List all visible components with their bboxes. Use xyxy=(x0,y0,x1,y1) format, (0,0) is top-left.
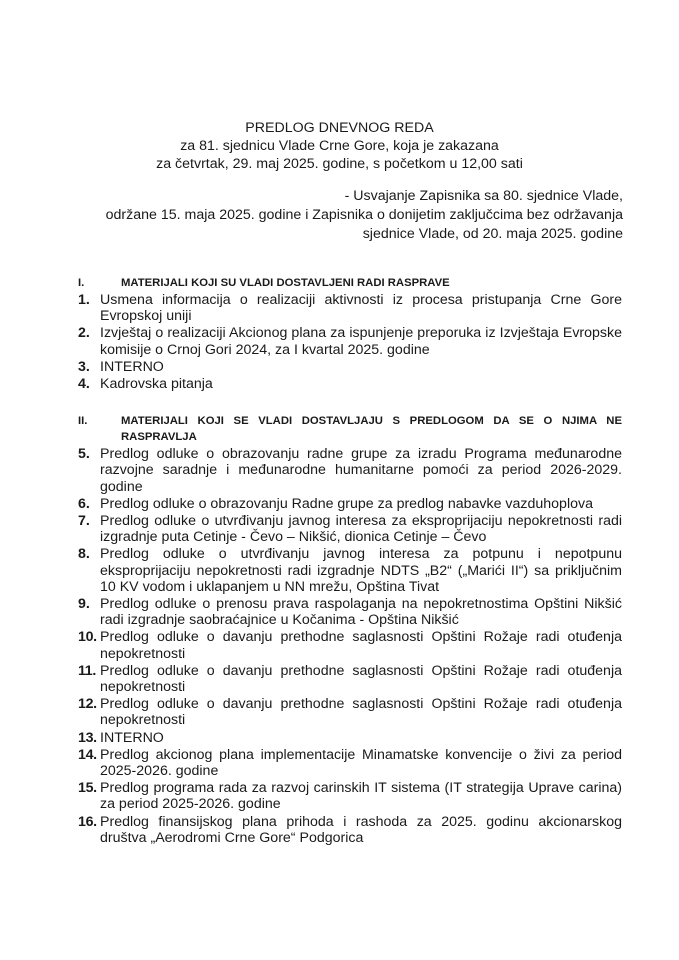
item-text: Predlog odluke o davanju prethodne saglasnosti Opštini Rožaje radi otuđenja nepokretnosti xyxy=(100,629,622,662)
agenda-item xyxy=(78,546,622,595)
minutes-line-3: sjednice Vlade, od 20. maja 2025. godine xyxy=(362,226,623,242)
item-number: 3. xyxy=(78,358,90,375)
minutes-line-2: održane 15. maja 2025. godine i Zapisnika o donijetim zaključcima bez održavanja xyxy=(105,207,623,223)
item-text: Predlog odluke o utvrđivanju javnog interesa za potpunu i nepotpunu eksproprijaciju nepokretnosti radi izgradnje NDTS „B2“ („Marići II“) sa priključnim 10 KV vodom i uklapanjem u NN mrežu, Opština Tivat xyxy=(100,546,622,595)
section-heading-2 xyxy=(78,413,622,445)
agenda-item xyxy=(78,292,622,324)
agenda-item xyxy=(78,446,622,495)
agenda-item xyxy=(78,780,622,812)
agenda-item xyxy=(78,814,622,846)
item-text: Predlog akcionog plana implementacije Minamatske konvencije o živi za period 2025-2026. godine xyxy=(100,746,622,780)
session-date-line: za četvrtak, 29. maj 2025. godine, s početkom u 12,00 sati xyxy=(156,156,523,172)
item-text: Predlog odluke o utvrđivanju javnog interesa za eksproprijaciju nepokretnosti radi izgradnje puta Cetinje - Čevo – Nikšić, dionica Cetinje – Čevo xyxy=(100,513,622,546)
agenda-item xyxy=(78,359,622,375)
item-number: 16. xyxy=(78,813,97,830)
minutes-line-1: - Usvajanje Zapisnika sa 80. sjednice Vlade, xyxy=(344,188,623,204)
minutes-approval xyxy=(63,187,623,244)
agenda-item xyxy=(78,513,622,545)
agenda-item xyxy=(78,376,622,392)
agenda-item xyxy=(78,730,622,746)
item-text: Kadrovska pitanja xyxy=(100,376,213,393)
agenda-content xyxy=(78,275,622,846)
agenda-item xyxy=(78,629,622,661)
item-text: INTERNO xyxy=(100,729,164,746)
section-title: MATERIJALI KOJI SE VLADI DOSTAVLJAJU S PREDLOGOM DA SE O NJIMA NE RASPRAVLJA xyxy=(121,415,622,444)
section-heading-1 xyxy=(78,275,622,291)
item-text: INTERNO xyxy=(100,358,164,375)
section-number: II. xyxy=(78,415,88,428)
item-number: 7. xyxy=(78,513,90,530)
item-text: Predlog odluke o obrazovanju radne grupe za izradu Programa međunarodne razvojne saradnje i međunarodne humanitarne pomoći za period 2026-2029. godine xyxy=(100,446,622,495)
section-title: MATERIJALI KOJI SU VLADI DOSTAVLJENI RADI RASPRAVE xyxy=(121,277,450,289)
session-line: za 81. sjednicu Vlade Crne Gore, koja je zakazana xyxy=(180,138,499,154)
item-text: Predlog odluke o prenosu prava raspolaganja na nepokretnostima Opštini Nikšić radi izgradnje saobraćajnice u Kočanima - Opština Nikšić xyxy=(100,596,622,629)
agenda-item xyxy=(78,596,622,628)
item-text: Predlog programa rada za razvoj carinskih IT sistema (IT strategija Uprave carina) za period 2025-2026. godine xyxy=(100,780,622,813)
item-number: 5. xyxy=(78,446,90,463)
item-number: 1. xyxy=(78,292,90,308)
item-number: 11. xyxy=(78,662,97,679)
agenda-title: PREDLOG DNEVNOG REDA xyxy=(245,120,434,136)
item-number: 4. xyxy=(78,376,90,393)
item-text: Predlog odluke o davanju prethodne saglasnosti Opštini Rožaje radi otuđenja nepokretnosti xyxy=(100,696,622,729)
item-number: 12. xyxy=(78,696,97,713)
item-text: Izvještaj o realizaciji Akcionog plana za ispunjenje preporuka iz Izvještaja Evropske komisije o Crnoj Gori 2024, za I kvartal 2025. godine xyxy=(100,325,622,358)
item-text: Predlog finansijskog plana prihoda i rashoda za 2025. godinu akcionarskog društva „Aerodromi Crne Gore“ Podgorica xyxy=(100,813,622,846)
item-number: 13. xyxy=(78,729,97,746)
agenda-item xyxy=(78,747,622,779)
agenda-item xyxy=(78,663,622,695)
item-number: 9. xyxy=(78,596,90,613)
item-number: 6. xyxy=(78,495,90,512)
item-text: Predlog odluke o davanju prethodne saglasnosti Opštini Rožaje radi otuđenja nepokretnosti xyxy=(100,662,622,696)
item-number: 15. xyxy=(78,780,97,797)
agenda-item xyxy=(78,696,622,728)
item-text: Usmena informacija o realizaciji aktivnosti iz procesa pristupanja Crne Gore Evropskoj uniji xyxy=(100,292,622,325)
item-number: 14. xyxy=(78,746,97,763)
agenda-item xyxy=(78,325,622,357)
item-text: Predlog odluke o obrazovanju Radne grupe za predlog nabavke vazduhoplova xyxy=(100,495,593,512)
item-number: 2. xyxy=(78,325,90,342)
agenda-item xyxy=(78,496,622,512)
item-number: 10. xyxy=(78,629,97,646)
section-number: I. xyxy=(78,277,85,289)
agenda-header xyxy=(0,119,679,173)
item-number: 8. xyxy=(78,546,90,563)
